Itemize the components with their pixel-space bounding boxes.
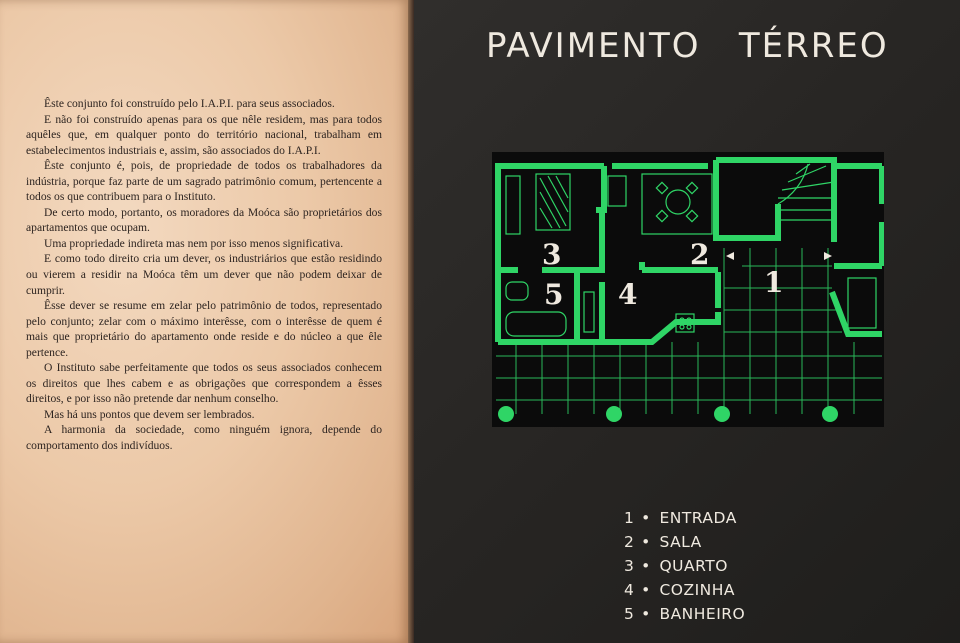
paragraph: Êste conjunto é, pois, de propriedade de todos os trabalhadores da indústria, porque faz parte de um sagrado patrimônio comum, pertencente a todos os que contribuem para o Instituto. bbox=[26, 159, 382, 204]
paragraph: Êsse dever se resume em zelar pelo patrimônio de todos, representado pelo conjunto; zelar com o máximo interêsse, com o interêsse de quem é mais que proprietário do apartamento onde reside e do núcleo a que êle pertence. bbox=[26, 299, 382, 359]
body-text bbox=[26, 96, 382, 454]
right-page bbox=[414, 0, 960, 643]
legend-item: 2 • SALA bbox=[624, 533, 702, 551]
page-title: PAVIMENTO TÉRREO bbox=[486, 26, 889, 66]
paragraph: Uma propriedade indireta mas nem por isso menos significativa. bbox=[44, 236, 344, 250]
legend-item: 4 • COZINHA bbox=[624, 581, 736, 599]
room-label-sala: 2 bbox=[690, 238, 710, 271]
room-label-quarto: 3 bbox=[542, 238, 562, 271]
paragraph: Êste conjunto foi construído pelo I.A.P.I. para seus associados. bbox=[44, 97, 335, 110]
paragraph: O Instituto sabe perfeitamente que todos os seus associados conhecem os direitos que lhes cabem e as obrigações que correspondem a êsses direitos, e por isso não pretende dar nenhum conselho. bbox=[26, 361, 382, 406]
paragraph: A harmonia da sociedade, como ninguém ignora, depende do comportamento dos indivíduos. bbox=[26, 423, 382, 453]
paragraph: De certo modo, portanto, os moradores da Moóca são proprietários dos apartamentos que ocupam. bbox=[26, 205, 382, 235]
room-label-entrada: 1 bbox=[764, 266, 784, 299]
legend-item: 1 • ENTRADA bbox=[624, 509, 737, 527]
legend-item: 3 • QUARTO bbox=[624, 557, 728, 575]
room-label-banheiro: 5 bbox=[544, 278, 564, 311]
legend-item: 5 • BANHEIRO bbox=[624, 605, 746, 623]
room-label-cozinha: 4 bbox=[618, 278, 638, 311]
paragraph: Mas há uns pontos que devem ser lembrados. bbox=[44, 407, 255, 421]
room-legend bbox=[624, 506, 745, 626]
floor-plan bbox=[492, 152, 884, 427]
left-page bbox=[0, 0, 410, 643]
paragraph: E como todo direito cria um dever, os industriários que estão residindo ou vierem a residir na Moóca têm um dever que não podem deixar de cumprir. bbox=[26, 252, 382, 297]
paragraph: E não foi construído apenas para os que nêle residem, mas para todos aquêles que, em qualquer ponto do território nacional, trabalham em estabelecimentos industriais e, assim, são associados do I.A.P.I. bbox=[26, 112, 382, 157]
